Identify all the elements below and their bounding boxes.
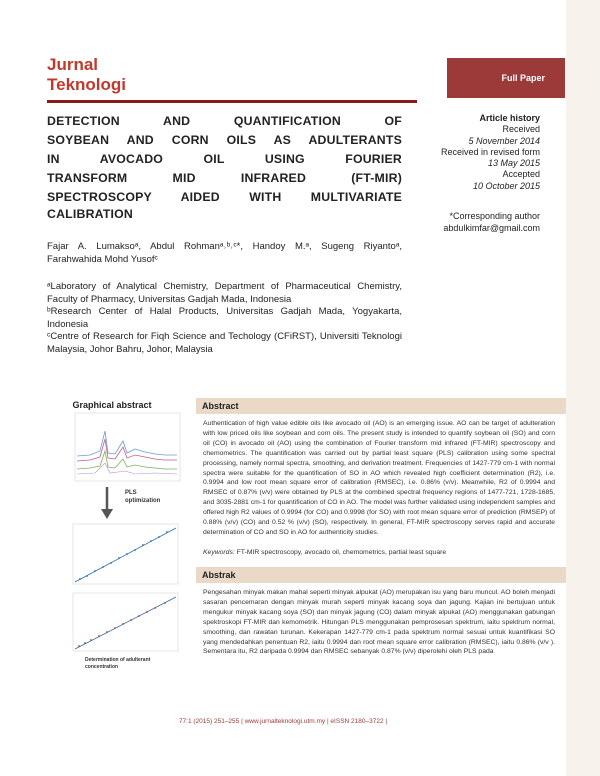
x-axis-label-2: concentration — [85, 664, 119, 670]
paper-title — [47, 112, 402, 207]
history-heading: Article history — [479, 113, 540, 123]
data-point — [130, 619, 132, 621]
data-point — [146, 611, 148, 613]
abstract-text: Authentication of high value edible oils like avocado oil (AO) is an emerging issue. AO can be target of adulteration with low priced oils like soybean and corn oils. The present study is intended to quantify soybean oil (SO) and corn oil (CO) in avocado oil (AO) using the combination of Fourier transform mid infrared (FT-MIR) spectroscopy and chemometrics. The quantification was carried out by partial least square (PLS) calibration using some spectral processing, namely normal spectra, smoothing, and derivation treatment. Frequencies of 1427-779 cm-1 with normal spectra were suitable for the quantification of SO in AO which revealed high coefficient determination (R2), i.e. 0.9994 and low root mean square error of calibration (RMSEC), i.e. 0.86% (v/v). Meanwhile, R2 of 0.9994 and RMSEC of 0.87% (v/v) were obtained by PLS at the combined spectral frequency regions of 1477-721, 1728-1685, and 3035-2881 cm-1 for quantification of CO in AO. The model was further validated using independent samples and offered high R2 values of 0.9994 (for CO) and 0.9998 (for SO) with root mean square error of prediction (RMSEP) of 0.88% (v/v) (CO) and 0.52 % (v/v) (SO), respectively. In general, FT-MIR spectroscopy serves rapid and accurate determination of CO and SO in AO for authenticity studies. — [203, 420, 555, 536]
graphical-abstract-figure — [55, 411, 185, 671]
revised-date: 13 May 2015 — [487, 158, 540, 169]
data-point — [150, 540, 152, 542]
received-label: Received — [502, 124, 540, 135]
full-paper-label: Full Paper — [501, 73, 545, 83]
data-point — [98, 635, 100, 637]
data-point — [154, 607, 156, 609]
data-point — [94, 570, 96, 572]
arrow-label-2: optimization — [125, 498, 161, 504]
data-point — [126, 553, 128, 555]
abstrak-heading: Abstrak — [196, 567, 566, 583]
pls-arrow — [101, 487, 161, 519]
affiliation-item: ᵃLaboratory of Analytical Chemistry, Department of Pharmaceutical Chemistry, Faculty of Pharmacy, Universitas Gadjah Mada, Indonesia — [47, 281, 402, 305]
journal-name-line2: Teknologi — [47, 75, 127, 94]
arrow-label-1: PLS — [125, 490, 137, 496]
data-point — [142, 544, 144, 546]
accepted-label: Accepted — [502, 169, 540, 180]
spectra-plot — [75, 413, 180, 481]
corresponding-label: *Corresponding author — [449, 211, 540, 221]
x-axis-label-1: Determination of adulterant — [85, 657, 151, 663]
affiliation-item: ᵇResearch Center of Halal Products, Universitas Gadjah Mada, Yogyakarta, Indonesia — [47, 306, 402, 330]
title-line: TRANSFORM MID INFRARED (FT-MIR) — [47, 171, 402, 185]
side-decor-strip — [566, 0, 600, 776]
title-line: SOYBEAN AND CORN OILS AS ADULTERANTS — [47, 133, 402, 147]
data-point — [166, 531, 168, 533]
graphical-abstract-title: Graphical abstract — [72, 400, 152, 410]
data-point — [138, 615, 140, 617]
data-point — [158, 536, 160, 538]
data-point — [134, 549, 136, 551]
journal-logo — [47, 55, 126, 95]
data-point — [102, 566, 104, 568]
data-point — [86, 575, 88, 577]
author-list: Fajar A. Lumaksoᵃ, Abdul Rohmanᵃ˒ᵇ˒ᶜ*, Handoy M.ᵃ, Sugeng Riyantoᵃ, Farahwahida Mohd Yusofᶜ — [47, 241, 402, 265]
data-point — [114, 627, 116, 629]
data-point — [164, 602, 166, 604]
title-line: DETECTION AND QUANTIFICATION OF — [47, 114, 402, 128]
article-history — [420, 113, 540, 192]
header-rule — [47, 100, 417, 103]
data-point — [110, 562, 112, 564]
data-point — [122, 623, 124, 625]
abstrak-text: Pengesahan minyak makan mahal seperti minyak alpukat (AO) merupakan isu yang baru muncul. AO boleh menjadi sasaran pencemaran dengan minyak murah seperti minyak kacang soya dan jagung. Kajian ini bertujuan untuk mengukur minyak kacang soya (SO) dan minyak jagung (CO) dalam minyak alpukat (AO) menggunakan gabungan spektroskopi FT-MIR dan kemometrik. Hitungan PLS menggunakan pemprosesan spektrum, iaitu spektrum normal, smoothing, dan rawatan turunan. Kekerapan 1427-779 cm-1 pada spektrum normal sesuai untuk kuantifikasi SO yang mendedahkan penentuan R2, iaitu 0.9994 dan root mean square error calibration (RMSEC), iaitu 0.86% (v/v ). Sementara itu, R2 daripada 0.9994 dan RMSEC sebanyak 0.87% (v/v) diperolehi oleh PLS pada — [203, 589, 555, 656]
journal-name-line1: Jurnal — [47, 55, 99, 74]
keywords: Keywords: FT-MIR spectroscopy, avocado oil, chemometrics, partial least square — [203, 549, 447, 556]
affiliations — [47, 281, 402, 356]
title-line: SPECTROSCOPY AIDED WITH MULTIVARIATE — [47, 190, 402, 204]
affiliation-item: ᶜCentre of Research for Fiqh Science and Techology (CFiRST), Universiti Teknologi Malaysia, Johor Bahru, Johor, Malaysia — [47, 331, 402, 355]
full-paper-banner — [447, 58, 565, 98]
keywords-text: FT-MIR spectroscopy, avocado oil, chemometrics, partial least square — [236, 549, 447, 556]
title-line-last: CALIBRATION — [47, 207, 133, 221]
calibration-plot-2 — [73, 593, 178, 670]
page-footer: 77:1 (2015) 251–255 | www.jurnalteknologi.utm.my | eISSN 2180–3722 | — [178, 718, 388, 725]
data-point — [79, 578, 81, 580]
accepted-date: 10 October 2015 — [472, 180, 540, 191]
spectra-frame — [75, 413, 180, 481]
keywords-label: Keywords — [203, 549, 233, 556]
title-line: IN AVOCADO OIL USING FOURIER — [47, 152, 402, 166]
arrow-head-icon — [101, 509, 113, 519]
data-point — [106, 631, 108, 633]
data-point — [118, 557, 120, 559]
data-point — [84, 642, 86, 644]
calibration-plot-1 — [73, 524, 178, 584]
abstract-heading: Abstract — [196, 398, 566, 414]
corresponding-author — [410, 211, 540, 234]
revised-label: Received in revised form — [440, 146, 540, 157]
data-point — [90, 639, 92, 641]
corresponding-email[interactable]: abdulkimfar@gmail.com — [443, 222, 540, 233]
received-date: 5 November 2014 — [468, 135, 540, 146]
data-point — [78, 645, 80, 647]
